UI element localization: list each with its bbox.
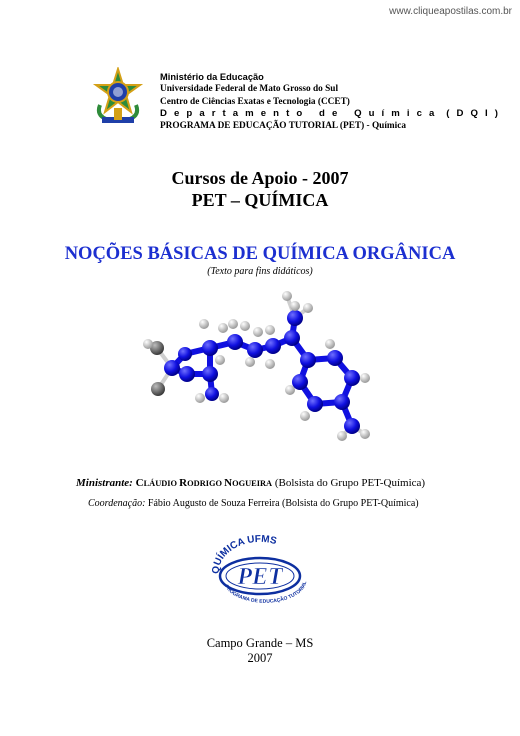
header-university: Universidade Federal de Mato Grosso do Sul xyxy=(160,84,339,95)
coord-label: Coordenação: xyxy=(88,498,146,509)
coord-text: Fábio Augusto de Souza Ferreira (Bolsista do Grupo PET-Química) xyxy=(147,498,419,509)
document-subtitle: (Texto para fins didáticos) xyxy=(207,266,313,277)
footer xyxy=(0,636,520,666)
brazil-coat-of-arms-icon xyxy=(92,67,144,125)
header-program: PROGRAMA DE EDUCAÇÃO TUTORIAL (PET) - Química xyxy=(160,121,407,132)
footer-year: 2007 xyxy=(247,651,273,665)
footer-city: Campo Grande – MS xyxy=(206,636,314,650)
course-line: Cursos de Apoio - 2007 xyxy=(171,168,349,188)
header-center: Centro de Ciências Exatas e Tecnologia (CCET) xyxy=(160,96,350,107)
document-title: NOÇÕES BÁSICAS DE QUÍMICA ORGÂNICA xyxy=(64,244,456,264)
minister-affiliation: (Bolsista do Grupo PET-Química) xyxy=(274,477,426,489)
pet-quimica-logo xyxy=(205,534,315,612)
site-url[interactable]: www.cliqueapostilas.com.br xyxy=(389,6,512,17)
logo-top-text: QUÍMICA UFMS xyxy=(210,534,278,575)
minister-credit xyxy=(76,477,425,489)
institution-header xyxy=(160,71,500,132)
minister-name: CLÁUDIO RODRIGO NOGUEIRA xyxy=(135,477,273,489)
logo-pet-text: PET xyxy=(237,564,283,590)
coordination-credit xyxy=(88,498,419,509)
header-department: D e p a r t a m e n t o d e Q u í m i c a ( D Q I ) xyxy=(160,107,501,119)
header-ministry: Ministério da Educação xyxy=(160,72,264,82)
logo-bottom-text: PROGRAMA DE EDUCAÇÃO TUTORIAL xyxy=(223,580,309,605)
course-heading xyxy=(0,167,520,211)
course-pet: PET – QUÍMICA xyxy=(191,190,329,210)
molecule-illustration xyxy=(130,286,390,456)
minister-label: Ministrante: xyxy=(76,477,133,489)
